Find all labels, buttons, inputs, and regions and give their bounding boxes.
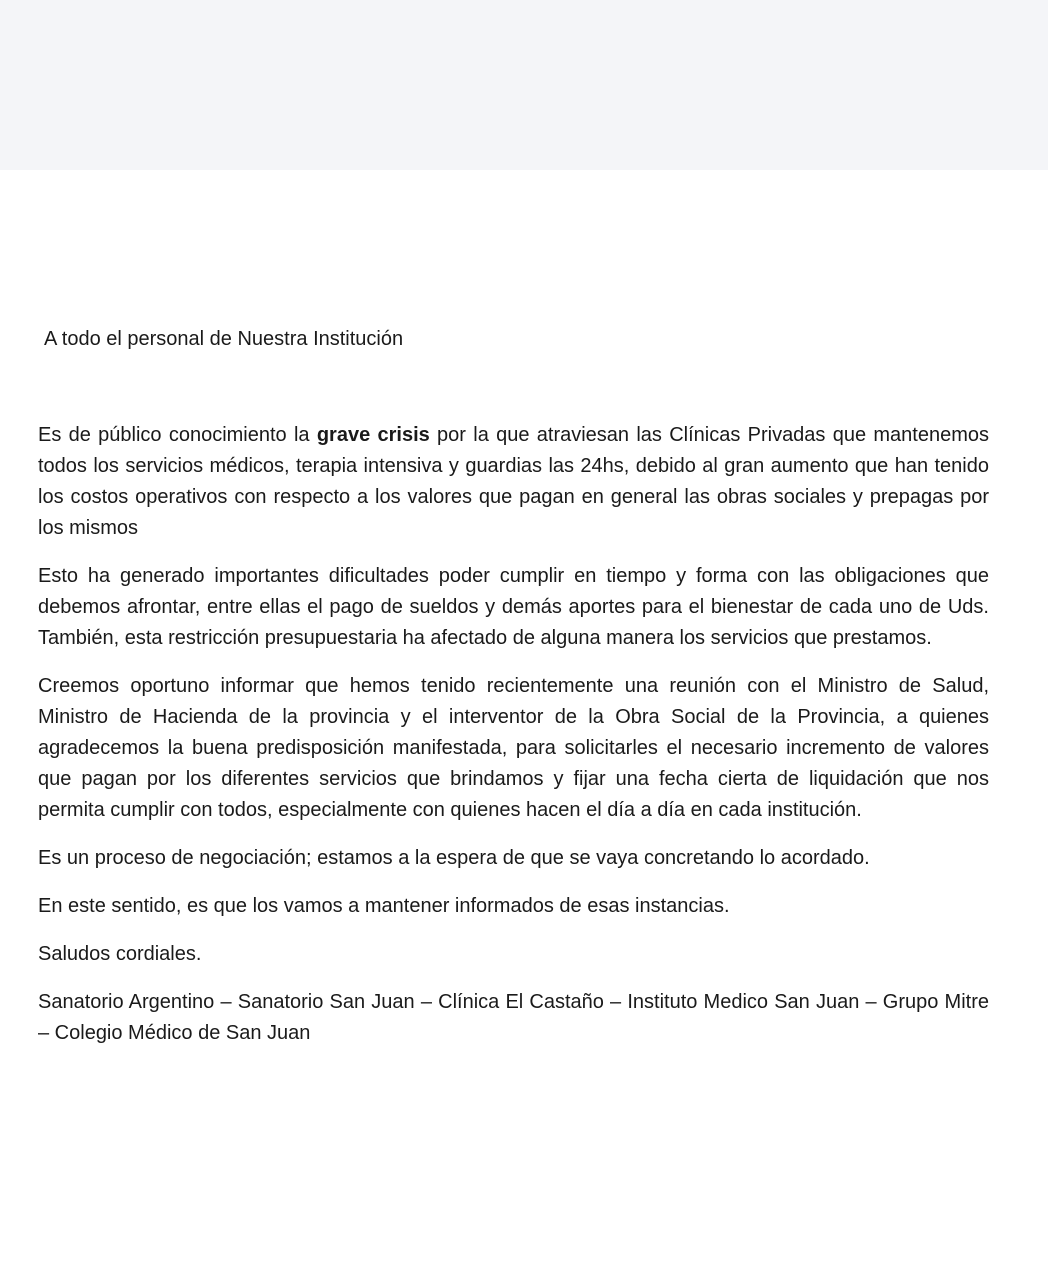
letter-body: [38, 420, 989, 1066]
paragraph-crisis-start: Es de público conocimiento la: [38, 424, 317, 446]
paragraph-crisis-end: por la que atraviesan las Clínicas Privadas que mantenemos todos los servicios médicos, terapia intensiva y guardias las 24hs, debido al gran aumento que han tenido los costos operativos con respecto a los valores que pagan en general las obras sociales y prepagas por los mismos: [38, 424, 989, 539]
paragraph-meeting: Creemos oportuno informar que hemos tenido recientemente una reunión con el Ministro de Salud, Ministro de Hacienda de la provincia y el interventor de la Obra Social de la Provincia, a quienes agradecemos la buena predisposición manifestada, para solicitarles el necesario incremento de valores que pagan por los diferentes servicios que brindamos y fijar una fecha cierta de liquidación que nos permita cumplir con todos, especialmente con quienes hacen el día a día en cada institución.: [38, 675, 989, 821]
letter-page: [0, 170, 1048, 1280]
salutation: A todo el personal de Nuestra Institución: [44, 328, 404, 350]
grave-crisis-emphasis: grave crisis: [316, 424, 430, 446]
paragraph-crisis: [38, 420, 989, 544]
signatories: Sanatorio Argentino – Sanatorio San Juan – Clínica El Castaño – Instituto Medico San Juan – Grupo Mitre – Colegio Médico de San Juan: [38, 991, 989, 1044]
paragraph-difficulties: Esto ha generado importantes dificultades poder cumplir en tiempo y forma con las obligaciones que debemos afrontar, entre ellas el pago de sueldos y demás aportes para el bienestar de cada uno de Uds. También, esta restricción presupuestaria ha afectado de alguna manera los servicios que prestamos.: [38, 565, 989, 649]
paragraph-negotiation: Es un proceso de negociación; estamos a la espera de que se vaya concretando lo acordado.: [38, 847, 870, 869]
closing: Saludos cordiales.: [38, 943, 202, 965]
top-blank-band: [0, 0, 1048, 170]
paragraph-informed: En este sentido, es que los vamos a mantener informados de esas instancias.: [38, 895, 730, 917]
